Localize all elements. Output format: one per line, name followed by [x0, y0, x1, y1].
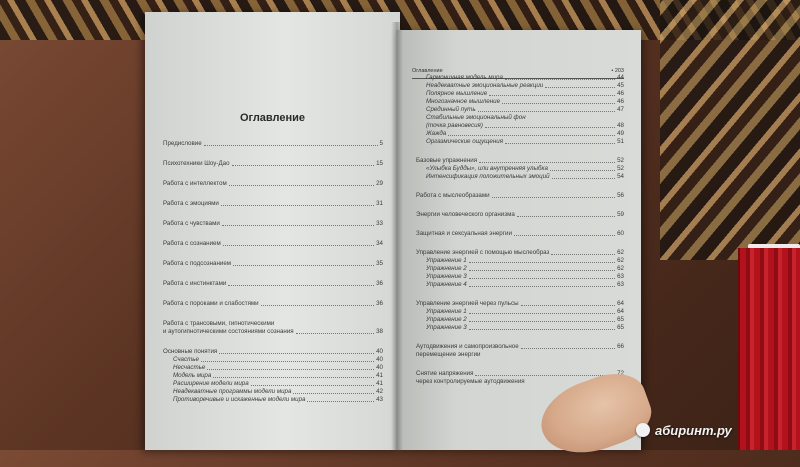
- toc-entry-page: 51: [617, 138, 624, 145]
- toc-entry: [416, 106, 624, 114]
- toc-leader-dots: [213, 377, 374, 378]
- toc-entry-title: Срединный путь: [426, 106, 476, 113]
- toc-entry-page: 62: [617, 265, 624, 272]
- toc-entry-page: 36: [376, 300, 383, 307]
- toc-entry: [163, 348, 383, 356]
- toc-entry-page: 43: [376, 396, 383, 403]
- toc-entry: [163, 396, 383, 404]
- toc-entry-page: 52: [617, 165, 624, 172]
- toc-entry: [416, 165, 624, 173]
- toc-title: Оглавление: [239, 112, 306, 124]
- toc-leader-dots: [505, 143, 615, 144]
- toc-leader-dots: [469, 278, 615, 279]
- toc-entry-page: 62: [617, 257, 624, 264]
- toc-entry-page: 47: [617, 106, 624, 113]
- toc-entry: [416, 370, 624, 378]
- toc-entry: [416, 265, 624, 273]
- toc-entry-page: 60: [617, 230, 624, 237]
- toc-entry: [416, 230, 624, 238]
- toc-entry: [163, 364, 383, 372]
- toc-entry-page: 49: [617, 130, 624, 137]
- watermark-icon: [636, 423, 650, 437]
- toc-entry-title: Упражнение 1: [426, 257, 467, 264]
- toc-entry-continuation: [163, 328, 383, 336]
- toc-entry-title: Управление энергией с помощью мыслеобраз: [416, 249, 550, 256]
- toc-entry: [416, 90, 624, 98]
- toc-entry-title: Базовые упражнения: [416, 157, 478, 164]
- toc-entry-page: 42: [376, 388, 383, 395]
- toc-entry-title: Гармоничная модель мира: [426, 74, 503, 81]
- toc-leader-dots: [521, 305, 616, 306]
- toc-entry: [163, 220, 383, 228]
- toc-entry-page: 15: [376, 160, 383, 167]
- toc-entry: [416, 300, 624, 308]
- toc-entry: [416, 138, 624, 146]
- toc-entry-title: Работа с чувствами: [163, 220, 220, 227]
- toc-entry-page: 31: [376, 200, 383, 207]
- toc-entry-title: Работа с подсознанием: [163, 260, 232, 267]
- toc-entry-page: 45: [617, 82, 624, 89]
- toc-entry-title: Защитная и сексуальная энергии: [416, 230, 512, 237]
- toc-entry: [416, 211, 624, 219]
- left-page: [145, 12, 400, 450]
- toc-leader-dots: [232, 165, 375, 166]
- toc-entry: [416, 281, 624, 289]
- toc-entry-title: Модель мира: [173, 372, 212, 379]
- toc-entry-title: Многозначное мышление: [426, 98, 501, 105]
- toc-entry-page: 64: [617, 300, 624, 307]
- toc-entry: [163, 300, 383, 308]
- toc-leader-dots: [492, 197, 616, 198]
- toc-leader-dots: [479, 162, 615, 163]
- toc-entry: [416, 74, 624, 82]
- toc-entry: [416, 343, 624, 351]
- toc-entry-title: Упражнение 4: [426, 281, 467, 288]
- red-book: [738, 248, 800, 450]
- toc-entry-page: 63: [617, 273, 624, 280]
- toc-entry: [416, 324, 624, 332]
- toc-leader-dots: [251, 385, 374, 386]
- toc-entry-page: 44: [617, 74, 624, 81]
- toc-leader-dots: [204, 145, 378, 146]
- toc-entry-title: Психотехники Шоу-Дао: [163, 160, 230, 167]
- toc-entry-title: Стабильные эмоциональный фон: [426, 114, 526, 121]
- toc-leader-dots: [207, 369, 374, 370]
- toc-leader-dots: [469, 321, 615, 322]
- toc-entry-title: Счастье: [173, 356, 199, 363]
- right-toc-list: [416, 74, 624, 386]
- toc-leader-dots: [296, 333, 374, 334]
- toc-entry-page: 38: [376, 328, 383, 335]
- toc-entry: [416, 273, 624, 281]
- toc-entry-page: 40: [376, 356, 383, 363]
- toc-entry-title: Неадекватные программы модели мира: [173, 388, 292, 395]
- running-header-title: Оглавление: [412, 68, 443, 74]
- watermark: абиринт.ру: [655, 423, 732, 438]
- toc-entry-page: 65: [617, 316, 624, 323]
- toc-entry-page: 62: [617, 249, 624, 256]
- toc-leader-dots: [485, 127, 615, 128]
- toc-entry-page: 36: [376, 280, 383, 287]
- toc-entry-page: 52: [617, 157, 624, 164]
- carpet-pattern-right: [660, 0, 800, 260]
- toc-entry-title: Работа с пороками и слабостями: [163, 300, 259, 307]
- toc-leader-dots: [233, 265, 374, 266]
- toc-entry-page: 64: [617, 308, 624, 315]
- toc-entry: [163, 320, 383, 328]
- toc-entry-title: Упражнение 1: [426, 308, 467, 315]
- toc-entry-page: 5: [379, 140, 383, 147]
- toc-leader-dots: [307, 401, 374, 402]
- toc-entry-title: Упражнение 2: [426, 316, 467, 323]
- toc-entry-page: 66: [617, 343, 624, 350]
- toc-entry: [416, 98, 624, 106]
- toc-entry-page: 41: [376, 372, 383, 379]
- page-number: • 203: [611, 68, 624, 74]
- toc-entry-title: Работа с интеллектом: [163, 180, 227, 187]
- toc-entry-title: Работа с инстинктами: [163, 280, 227, 287]
- toc-leader-dots: [521, 348, 615, 349]
- toc-entry-title: Работа с эмоциями: [163, 200, 219, 207]
- toc-entry: [163, 260, 383, 268]
- toc-entry-page: 34: [376, 240, 383, 247]
- toc-entry-title: Упражнение 2: [426, 265, 467, 272]
- toc-entry-title: через контролируемые аутодвижения: [416, 378, 525, 385]
- toc-entry: [416, 351, 624, 359]
- toc-entry-page: 48: [617, 122, 624, 129]
- toc-entry: [163, 160, 383, 168]
- toc-leader-dots: [505, 79, 615, 80]
- toc-leader-dots: [221, 205, 374, 206]
- toc-entry: [416, 249, 624, 257]
- toc-leader-dots: [222, 225, 374, 226]
- toc-entry-title: Неадекватные эмоциональные реакции: [426, 82, 544, 89]
- toc-leader-dots: [228, 285, 374, 286]
- toc-leader-dots: [551, 254, 615, 255]
- toc-leader-dots: [229, 185, 374, 186]
- toc-entry: [416, 192, 624, 200]
- toc-entry-title: Противоречивые и искаженные модели мира: [173, 396, 306, 403]
- toc-entry-title: Работа с мыслеобразами: [416, 192, 490, 199]
- toc-leader-dots: [478, 111, 616, 112]
- toc-entry-title: Интенсификация положительных эмоций: [426, 173, 550, 180]
- toc-leader-dots: [545, 87, 615, 88]
- book-spine: [391, 22, 403, 450]
- toc-entry-title: (точка равновесия): [426, 122, 483, 129]
- toc-leader-dots: [475, 375, 615, 376]
- toc-leader-dots: [201, 361, 374, 362]
- toc-leader-dots: [261, 305, 374, 306]
- toc-leader-dots: [517, 216, 615, 217]
- toc-leader-dots: [469, 262, 615, 263]
- toc-leader-dots: [514, 235, 615, 236]
- toc-entry-title: Аутодвижения и самопроизвольное: [416, 343, 519, 350]
- toc-entry: [416, 82, 624, 90]
- toc-entry-page: 59: [617, 211, 624, 218]
- toc-entry-page: 65: [617, 324, 624, 331]
- left-toc-list: [163, 140, 383, 404]
- toc-entry-title: Расширение модели мира: [173, 380, 249, 387]
- toc-entry-title: Полярное мышление: [426, 90, 488, 97]
- toc-entry-page: 54: [617, 173, 624, 180]
- toc-entry: [163, 200, 383, 208]
- toc-entry-title: перемещение энергии: [416, 351, 481, 358]
- toc-entry-title: Работа с трансовыми, гипнотическими: [163, 320, 275, 327]
- toc-leader-dots: [489, 95, 615, 96]
- toc-leader-dots: [552, 178, 616, 179]
- toc-entry-page: 40: [376, 348, 383, 355]
- toc-leader-dots: [502, 103, 615, 104]
- toc-entry: [416, 122, 624, 130]
- toc-entry: [163, 140, 383, 148]
- toc-entry-title: Предисловие: [163, 140, 202, 147]
- toc-entry: [163, 280, 383, 288]
- toc-entry: [416, 308, 624, 316]
- toc-entry-page: 29: [376, 180, 383, 187]
- toc-entry-title: Несчастье: [173, 364, 206, 371]
- toc-leader-dots: [223, 245, 374, 246]
- toc-entry-page: 41: [376, 380, 383, 387]
- toc-entry: [416, 316, 624, 324]
- toc-entry-title: Снятие напряжения: [416, 370, 474, 377]
- toc-entry: [163, 356, 383, 364]
- toc-entry: [416, 157, 624, 165]
- toc-entry-page: 56: [617, 192, 624, 199]
- toc-entry-title: Управление энергией через пульсы: [416, 300, 519, 307]
- toc-entry: [416, 257, 624, 265]
- toc-entry-title: Упражнение 3: [426, 324, 467, 331]
- toc-entry: [416, 114, 624, 122]
- toc-leader-dots: [469, 329, 615, 330]
- toc-entry-page: 35: [376, 260, 383, 267]
- toc-entry-page: 46: [617, 98, 624, 105]
- toc-leader-dots: [469, 313, 615, 314]
- toc-entry-title: Энергии человеческого организма: [416, 211, 515, 218]
- toc-entry-title: Работа с сознанием: [163, 240, 221, 247]
- toc-leader-dots: [293, 393, 374, 394]
- toc-entry-title: Оргазмические ощущения: [426, 138, 504, 145]
- toc-entry-title: Жажда: [426, 130, 447, 137]
- toc-entry-page: 63: [617, 281, 624, 288]
- toc-entry-page: 46: [617, 90, 624, 97]
- toc-entry-page: 40: [376, 364, 383, 371]
- toc-entry: [163, 240, 383, 248]
- toc-entry: [163, 388, 383, 396]
- toc-entry-title: «Улыбка Будды», или внутренняя улыбка: [426, 165, 548, 172]
- toc-entry-title: Основные понятия: [163, 348, 218, 355]
- toc-leader-dots: [448, 135, 615, 136]
- toc-leader-dots: [219, 353, 374, 354]
- toc-leader-dots: [550, 170, 615, 171]
- toc-leader-dots: [469, 270, 615, 271]
- toc-entry: [416, 130, 624, 138]
- toc-entry-title: и аутогипнотическими состояниями сознания: [163, 328, 294, 335]
- toc-entry-page: 33: [376, 220, 383, 227]
- toc-leader-dots: [469, 286, 615, 287]
- toc-entry: [163, 372, 383, 380]
- toc-entry-title: Упражнение 3: [426, 273, 467, 280]
- toc-entry: [416, 173, 624, 181]
- toc-entry: [163, 180, 383, 188]
- toc-entry: [163, 380, 383, 388]
